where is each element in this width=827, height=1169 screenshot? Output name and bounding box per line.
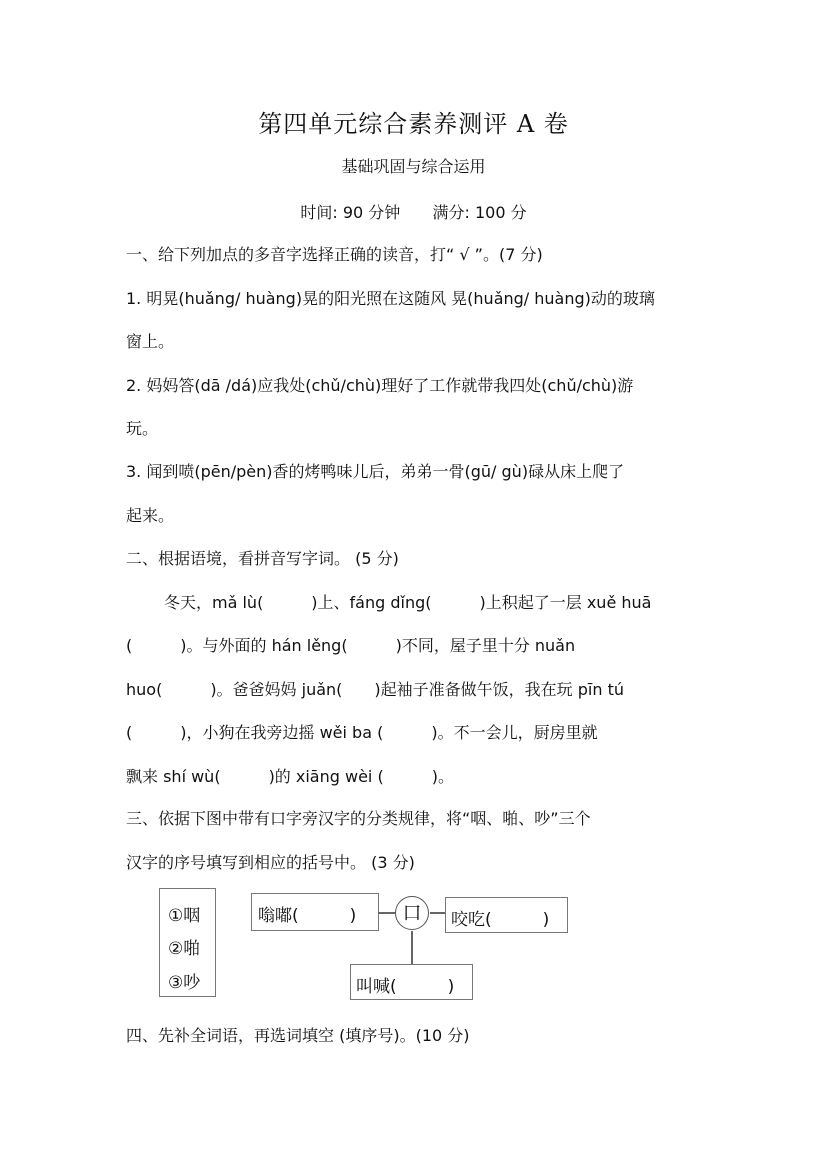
q2-line1: 2. 妈妈答(dā /dá)应我处(chǔ/chù)理好了工作就带我四处(chǔ/chù)游 (126, 376, 634, 395)
options-box (159, 888, 216, 997)
section4-heading: 四、先补全词语，再选词填空 (填序号)。(10 分) (126, 1026, 470, 1045)
q1-line1: 1. 明晃(huǎng/ huàng)晃的阳光照在这随风 晃(huǎng/ huàng)动的玻璃 (126, 289, 655, 308)
page-subtitle: 基础巩固与综合运用 (341, 157, 486, 176)
option-1: ①咽 (168, 906, 201, 926)
option-2: ②啪 (168, 939, 201, 959)
connector-left (378, 912, 396, 914)
category-box-bottom (350, 964, 473, 1000)
exam-score: 满分: 100 分 (432, 203, 527, 222)
category-left-label: 嗡嘟( ) (258, 906, 357, 926)
category-right-label: 咬吃( ) (451, 910, 550, 930)
exam-time: 时间: 90 分钟 (300, 203, 401, 222)
q3-line1: 3. 闻到喷(pēn/pèn)香的烤鸭味儿后，弟弟一骨(gū/ gù)碌从床上爬了 (126, 462, 625, 481)
section2-heading: 二、根据语境，看拼音写字词。 (5 分) (126, 549, 399, 568)
q3-line2: 起来。 (126, 506, 175, 525)
q2-line2: 玩。 (126, 419, 159, 438)
section2-line: 飘来 shí wù( )的 xiāng wèi ( )。 (126, 767, 454, 786)
section1-heading: 一、给下列加点的多音字选择正确的读音，打“ √ ”。(7 分) (126, 245, 543, 264)
section2-line: huo( )。爸爸妈妈 juǎn( )起袖子准备做午饭，我在玩 pīn tú (126, 680, 624, 699)
radical-circle: 口 (395, 896, 429, 930)
section2-line: 冬天，mǎ lù( )上、fáng dǐng( )上积起了一层 xuě huā (164, 593, 652, 612)
exam-info (0, 200, 827, 223)
category-bottom-label: 叫喊( ) (356, 977, 455, 997)
category-box-right (445, 897, 568, 933)
section3-heading: 三、依据下图中带有口字旁汉字的分类规律，将“咽、啪、吵”三个 (126, 809, 591, 828)
q1-line2: 窗上。 (126, 332, 175, 351)
category-box-left (251, 893, 379, 931)
connector-right (430, 912, 446, 914)
connector-bottom (411, 931, 413, 965)
option-3: ③吵 (168, 973, 201, 993)
page-title: 第四单元综合素养测评 A 卷 (258, 110, 569, 138)
section3-heading-cont: 汉字的序号填写到相应的括号中。 (3 分) (126, 853, 415, 872)
section2-line: ( )。与外面的 hán lěng( )不同，屋子里十分 nuǎn (126, 636, 576, 655)
section2-line: ( )，小狗在我旁边摇 wěi ba ( )。不一会儿，厨房里就 (126, 723, 598, 742)
